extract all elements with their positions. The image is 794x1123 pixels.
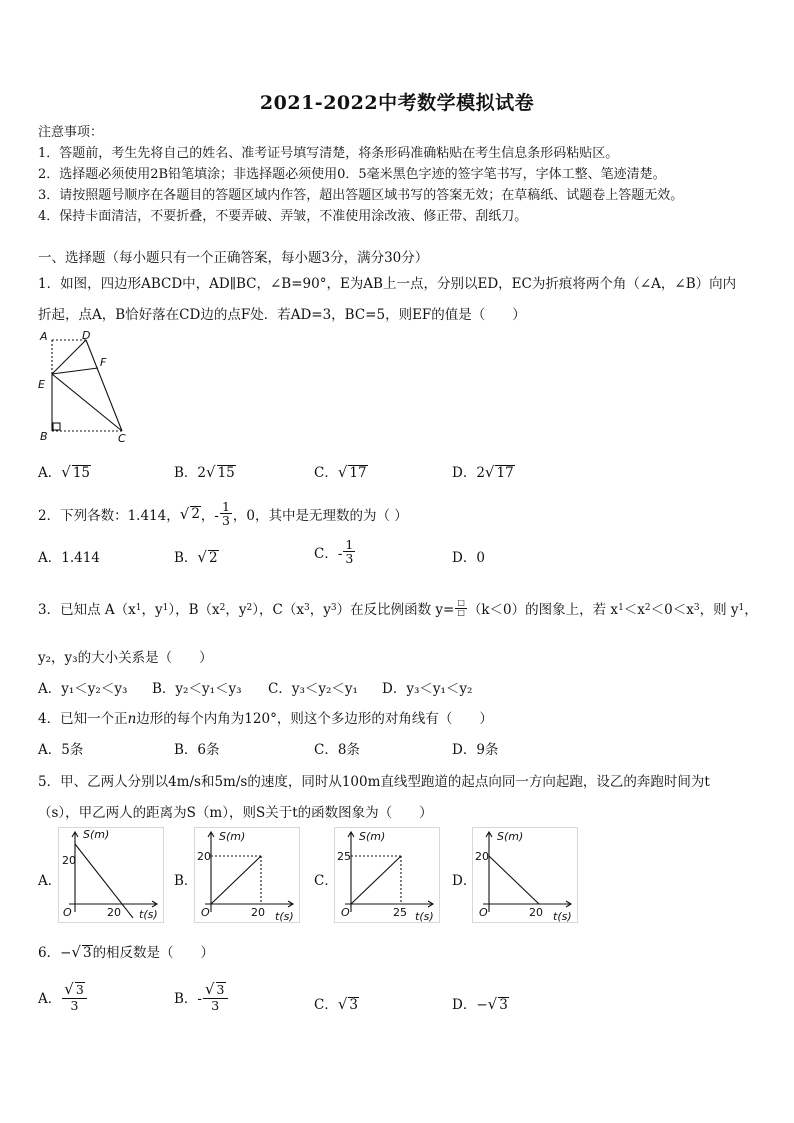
q6-option-a[interactable] bbox=[38, 982, 88, 1012]
q6-option-b-label: B．- bbox=[174, 990, 202, 1007]
q5-graph-b[interactable] bbox=[194, 827, 300, 923]
q4-n-variable: n bbox=[127, 711, 137, 727]
svg-text:O: O bbox=[201, 906, 210, 919]
q4-option-a[interactable]: A．5条 bbox=[38, 742, 84, 758]
q3-option-a[interactable]: A．y₁＜y₂＜y₃ bbox=[38, 681, 128, 697]
q1-option-c-label: C． bbox=[314, 465, 338, 481]
q4-stem: 4．已知一个正n边形的每个内角为120°，则这个多边形的对角线有（ ） bbox=[38, 711, 493, 727]
q6-option-c-radicand: 3 bbox=[349, 997, 358, 1013]
q2-option-b-radicand: 2 bbox=[208, 550, 218, 566]
svg-text:S(m): S(m) bbox=[83, 828, 110, 841]
q1-option-d-radicand: 17 bbox=[496, 465, 514, 481]
q5-graph-a[interactable] bbox=[58, 827, 164, 923]
q2-post: ，0，其中是无理数的为（ ） bbox=[232, 507, 408, 524]
svg-text:20: 20 bbox=[197, 850, 211, 863]
q3-option-b[interactable]: B．y₂＜y₁＜y₃ bbox=[152, 681, 242, 697]
q6-option-d-label: D．− bbox=[452, 997, 488, 1013]
svg-text:t(s): t(s) bbox=[139, 908, 158, 921]
q1-option-b-radicand: 15 bbox=[217, 465, 235, 481]
q1-label-F: F bbox=[100, 356, 107, 369]
q3-line1: 3．已知点 A（x 1 ，y 1 ），B（x 2 ，y 2 ），C（x 3 ，y 3 ）在反比例函数 y= $\frac{□}{□}$ （k＜0）的图象上，若 x 1 ＜x 2 ＜0＜x 3 ，则 y 1 ， bbox=[38, 598, 758, 618]
svg-text:20: 20 bbox=[475, 850, 489, 863]
q1-label-D: D bbox=[82, 329, 91, 342]
q5-option-c-label[interactable]: C． bbox=[314, 873, 338, 889]
note-item-2: 2．选择题必须使用2B铅笔填涂；非选择题必须使用0．5毫米黑色字迹的签字笔书写，字体工整、笔迹清楚。 bbox=[38, 167, 666, 182]
note-item-4: 4．保持卡面清洁，不要折叠，不要弄破、弄皱，不准使用涂改液、修正带、刮纸刀。 bbox=[38, 209, 528, 224]
q5-graph-c[interactable] bbox=[334, 827, 440, 923]
q1-option-a-radicand: 15 bbox=[72, 465, 90, 481]
note-item-3: 3．请按照题号顺序在各题目的答题区域内作答，超出答题区域书写的答案无效；在草稿纸、试题卷上答题无效。 bbox=[38, 188, 684, 203]
q1-label-A: A bbox=[40, 330, 48, 343]
q1-option-c[interactable]: C．√ 17 bbox=[314, 463, 367, 481]
section-heading: 一、选择题（每小题只有一个正确答案，每小题3分，满分30分） bbox=[38, 250, 429, 266]
notes-heading: 注意事项： bbox=[38, 125, 104, 140]
q2-sep: ，- bbox=[200, 507, 219, 524]
svg-text:O: O bbox=[479, 906, 488, 919]
q3-option-d[interactable]: D．y₃＜y₁＜y₂ bbox=[382, 681, 473, 697]
q1-label-E: E bbox=[38, 378, 45, 391]
svg-text:t(s): t(s) bbox=[553, 910, 572, 923]
q1-line1: 1．如图，四边形ABCD中，AD∥BC，∠B=90°，E为AB上一点，分别以ED，EC为折痕将两个角（∠A，∠B）向内 bbox=[38, 276, 737, 292]
q6-radicand: 3 bbox=[82, 945, 92, 961]
q2-pre: 2．下列各数：1.414， bbox=[38, 507, 180, 524]
q6-option-a-fraction: $\frac{√ 3}{3}$ bbox=[62, 982, 87, 1012]
svg-text:t(s): t(s) bbox=[415, 910, 434, 923]
q5-option-a-label[interactable]: A． bbox=[38, 873, 62, 889]
q4-option-d[interactable]: D．9条 bbox=[452, 742, 499, 758]
q4-option-c[interactable]: C．8条 bbox=[314, 742, 360, 758]
svg-text:S(m): S(m) bbox=[497, 830, 524, 843]
q6-option-b[interactable] bbox=[174, 982, 229, 1012]
q1-option-a-label: A． bbox=[38, 465, 62, 481]
q2-option-c[interactable] bbox=[314, 538, 356, 565]
svg-text:t(s): t(s) bbox=[275, 910, 294, 923]
svg-text:25: 25 bbox=[393, 906, 407, 919]
svg-text:20: 20 bbox=[529, 906, 543, 919]
q1-option-b[interactable]: B．2√ 15 bbox=[174, 463, 235, 481]
q6-option-b-fraction: $\frac{√ 3}{3}$ bbox=[203, 982, 228, 1012]
q5-graph-d[interactable] bbox=[472, 827, 578, 923]
q6-option-c[interactable]: C．√ 3 bbox=[314, 995, 358, 1013]
q2-option-b-label: B． bbox=[174, 550, 198, 566]
q2-stem: 2．下列各数：1.414， √ 2 ，- $\frac{1}{3}$ ，0，其中是无理数的为（ ） bbox=[38, 499, 408, 529]
q1-label-C: C bbox=[118, 432, 126, 445]
q5-line2: （s），甲乙两人的距离为S（m），则S关于t的函数图象为（ ） bbox=[38, 805, 433, 821]
page-title: 2021-2022中考数学模拟试卷 bbox=[259, 92, 535, 114]
svg-text:S(m): S(m) bbox=[219, 830, 246, 843]
svg-text:20: 20 bbox=[107, 906, 121, 919]
q1-option-a[interactable]: A．√ 15 bbox=[38, 463, 90, 481]
q1-figure bbox=[34, 328, 138, 446]
q3-option-c[interactable]: C．y₃＜y₂＜y₁ bbox=[268, 681, 358, 697]
q6-option-d[interactable]: D．−√ 3 bbox=[452, 995, 508, 1013]
q1-option-c-radicand: 17 bbox=[349, 465, 367, 481]
q1-label-B: B bbox=[40, 430, 48, 443]
q1-option-b-label: B．2 bbox=[174, 465, 207, 481]
svg-text:20: 20 bbox=[62, 854, 76, 867]
q6-option-c-label: C． bbox=[314, 997, 338, 1013]
q2-option-c-label: C．- bbox=[314, 545, 343, 562]
svg-text:O: O bbox=[63, 906, 72, 919]
q6-option-a-label: A． bbox=[38, 990, 62, 1007]
q1-line2: 折起，点A，B恰好落在CD边的点F处．若AD=3，BC=5，则EF的值是（ ） bbox=[38, 307, 526, 323]
q5-option-b-label[interactable]: B． bbox=[174, 873, 198, 889]
q6-option-d-radicand: 3 bbox=[499, 997, 508, 1013]
q2-option-a[interactable]: A．1.414 bbox=[38, 550, 100, 566]
svg-text:O: O bbox=[341, 906, 350, 919]
q3-line2: y₂，y₃的大小关系是（ ） bbox=[38, 650, 213, 666]
q1-option-d-label: D．2 bbox=[452, 465, 485, 481]
q4-option-b[interactable]: B．6条 bbox=[174, 742, 220, 758]
q6-stem: 6．−√ 3的相反数是（ ） bbox=[38, 943, 215, 961]
svg-text:S(m): S(m) bbox=[359, 830, 386, 843]
q5-option-d-label[interactable]: D． bbox=[452, 873, 477, 889]
note-item-1: 1．答题前，考生先将自己的姓名、准考证号填写清楚，将条形码准确粘贴在考生信息条形码粘贴区。 bbox=[38, 146, 619, 161]
q3-fraction: $\frac{□}{□}$ bbox=[457, 598, 465, 617]
q2-option-b[interactable]: B．√ 2 bbox=[174, 548, 218, 566]
q5-line1: 5．甲、乙两人分别以4m/s和5m/s的速度，同时从100m直线型跑道的起点向同一方向起跑，设乙的奔跑时间为t bbox=[38, 774, 710, 790]
q2-fraction: $\frac{1}{3}$ bbox=[221, 499, 230, 529]
q2-option-c-fraction: $\frac{1}{3}$ bbox=[345, 537, 354, 567]
q1-option-d[interactable]: D．2√ 17 bbox=[452, 463, 514, 481]
svg-text:25: 25 bbox=[337, 850, 351, 863]
q2-option-d[interactable]: D．0 bbox=[452, 550, 485, 566]
q2-radicand: 2 bbox=[191, 506, 200, 523]
svg-text:20: 20 bbox=[251, 906, 265, 919]
